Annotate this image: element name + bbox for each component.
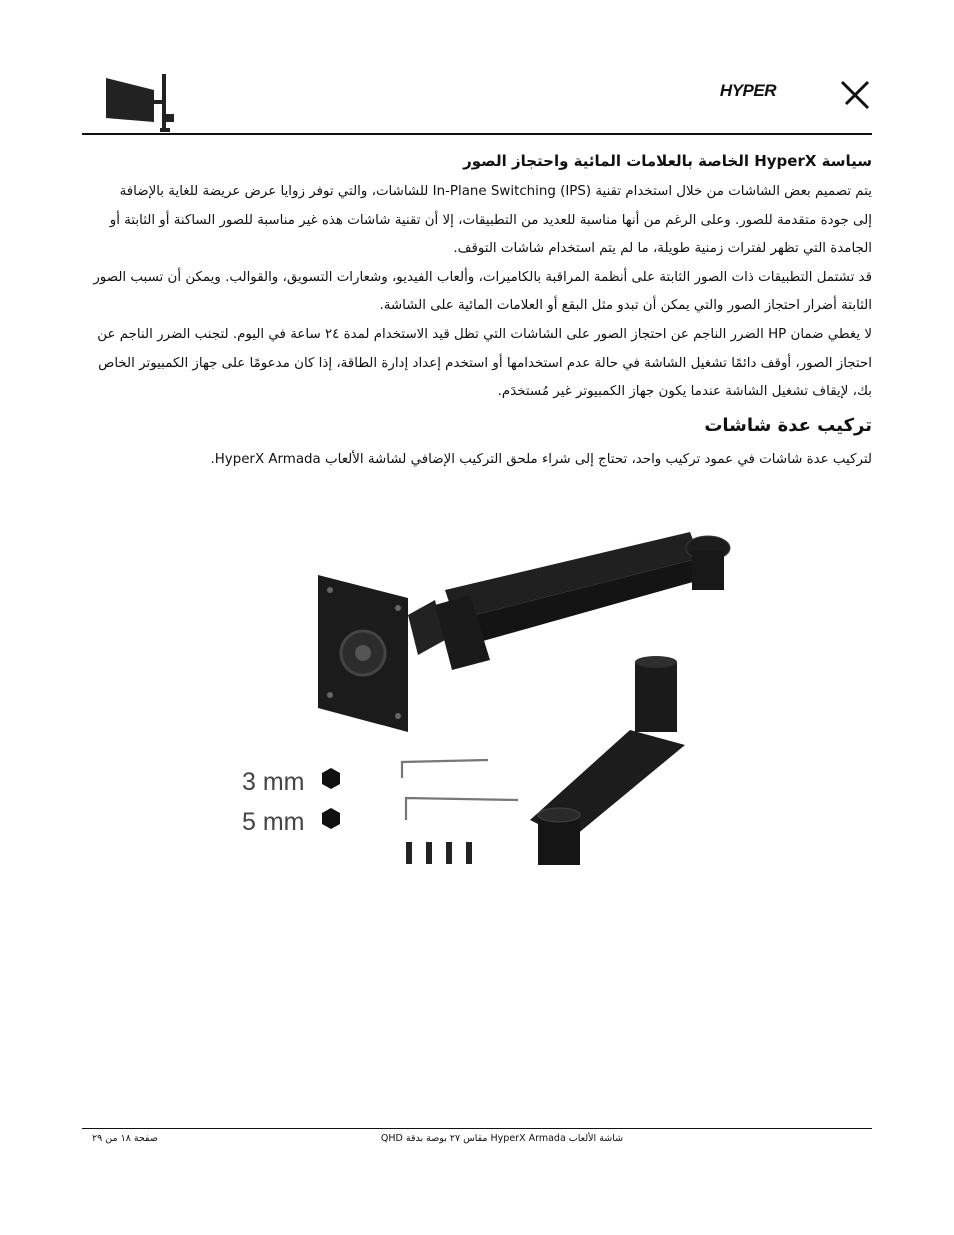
page-header [82,60,872,132]
extension-arm-icon [530,656,685,865]
mount-accessory-figure [230,520,700,880]
paragraph-line: لا يغطي ضمان HP الضرر الناجم عن احتجاز الصور على الشاشات التي تظل قيد الاستخدام لمدة ٢٤ ساعة في اليوم. لتجنب الضرر الناجم عن [97,326,872,342]
paragraph-line: إلى جودة متقدمة للصور. وعلى الرغم من أنها مناسبة للعديد من التطبيقات، إلا أن تقنية شاشات هذه غير مناسبة للصور الساكنة أو الثابتة أو [109,212,872,228]
paragraph-line: الثابتة أضرار احتجاز الصور والتي يمكن أن تبدو مثل البقع أو العلامات المائية على الشاشة. [379,298,872,314]
svg-text:HYPER: HYPER [719,81,776,100]
hex-key-5mm-label: 5 mm [242,808,305,836]
screw-icons [406,842,472,864]
hex-3mm-icon [322,768,340,789]
footer-product-name: شاشة الألعاب HyperX Armada مقاس ٢٧ بوصة بدقة QHD [380,1133,624,1144]
paragraph-ips [92,178,872,264]
footer-divider [82,1128,872,1129]
paragraph-line: احتجاز الصور، أوقف دائمًا تشغيل الشاشة في حالة عدم استخدامها أو استخدم إعداد إدارة الطاقة، إذا كان مدعومًا على جهاز الكمبيوتر الخاص [98,355,872,371]
section-title-watermark-policy: سياسة HyperX الخاصة بالعلامات المائية واحتجاز الصور [463,152,872,170]
header-divider [82,133,872,135]
paragraph-install: لتركيب عدة شاشات في عمود تركيب واحد، تحتاج إلى شراء ملحق التركيب الإضافي لشاشة الألعاب HyperX Armada. [210,451,872,467]
hex-key-icons [402,760,518,820]
paragraph-line: يتم تصميم بعض الشاشات من خلال استخدام تقنية In-Plane Switching (IPS) للشاشات، والتي توفر زوايا عرض عريضة للغاية بالإضافة [119,184,872,199]
main-arm-icon [408,532,730,670]
paragraph-static-apps [92,264,872,321]
paragraph-line: بك، لإيقاف تشغيل الشاشة عندما يكون جهاز الكمبيوتر غير مُستخدَم. [497,384,872,400]
paragraph-warranty [92,321,872,407]
section-title-multi-monitor: تركيب عدة شاشات [704,414,872,436]
paragraph-line: الجامدة التي تظهر لفترات زمنية طويلة، ما لم يتم استخدام شاشات التوقف. [453,241,872,257]
hyperx-logo [719,78,872,110]
page-content [92,150,872,473]
vesa-plate-icon [318,575,408,732]
footer-page-number: صفحة ١٨ من ٢٩ [92,1133,158,1144]
monitor-arm-icon [104,70,174,136]
hex-5mm-icon [322,808,340,829]
page-footer [82,1133,872,1149]
hex-key-3mm-label: 3 mm [242,768,305,796]
paragraph-line: قد تشتمل التطبيقات ذات الصور الثابتة على أنظمة المراقبة بالكاميرات، وألعاب الفيديو، وشعارات التسويق، والقوالب. ويمكن أن تسبب الصور [93,269,872,285]
